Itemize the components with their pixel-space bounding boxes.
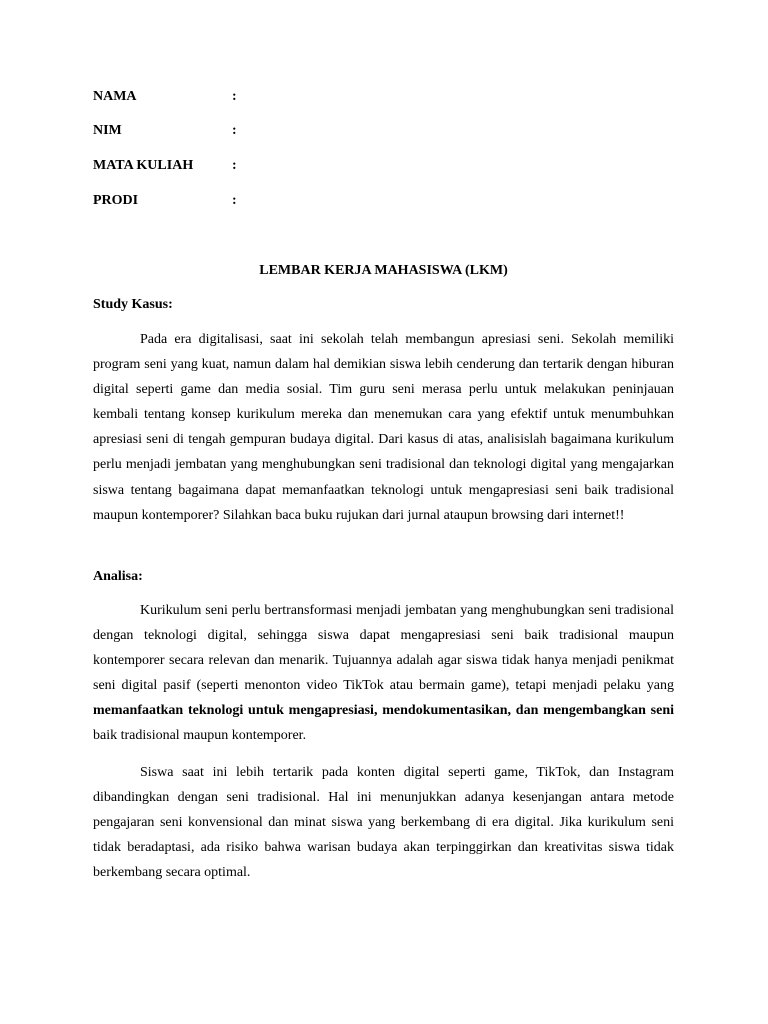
study-case-heading: Study Kasus: — [93, 297, 173, 312]
study-case-paragraph: Pada era digitalisasi, saat ini sekolah telah membangun apresiasi seni. Sekolah memiliki program seni yang kuat, namun dalam hal demikian siswa lebih cenderung dan tertarik dengan hiburan digital seperti game dan media sosial. Tim guru seni merasa perlu untuk melakukan peninjauan kembali tentang konsep kurikulum mereka dan menemukan cara yang efektif untuk menumbuhkan apresiasi seni di tengah gempuran budaya digital. Dari kasus di atas, analisislah bagaimana kurikulum perlu menjadi jembatan yang menghubungkan seni tradisional dan teknologi digital yang mengajarkan siswa tentang bagaimana dapat memanfaatkan teknologi untuk mengapresiasi seni baik tradisional maupun kontemporer? Silahkan baca buku rujukan dari jurnal ataupun browsing dari internet!! — [93, 332, 674, 523]
identity-colon: : — [232, 123, 237, 138]
analysis-heading: Analisa: — [93, 569, 143, 584]
identity-label-nim: NIM — [93, 123, 122, 138]
identity-colon: : — [232, 158, 237, 173]
analysis-paragraph-2: Siswa saat ini lebih tertarik pada konten digital seperti game, TikTok, dan Instagram dibandingkan dengan seni tradisional. Hal ini menunjukkan adanya kesenjangan antara metode pengajaran seni konvensional dan minat siswa yang berkembang di era digital. Jika kurikulum seni tidak beradaptasi, ada risiko bahwa warisan budaya akan terpinggirkan dan kreativitas siswa tidak berkembang secara optimal. — [93, 765, 674, 881]
analysis-paragraph-1 — [93, 598, 674, 749]
analysis-paragraph-1-text-start: Kurikulum seni perlu bertransformasi menjadi jembatan yang menghubungkan seni tradisional dengan teknologi digital, sehingga siswa dapat mengapresiasi seni baik tradisional maupun kontemporer secara relevan dan menarik. Tujuannya adalah agar siswa tidak hanya menjadi penikmat seni digital pasif (seperti menonton video TikTok atau bermain game), tetapi menjadi pelaku yang — [93, 603, 674, 694]
identity-label-prodi: PRODI — [93, 193, 139, 208]
document-page — [93, 0, 674, 1024]
document-title: LEMBAR KERJA MAHASISWA (LKM) — [259, 263, 508, 278]
identity-label-mata-kuliah: MATA KULIAH — [93, 158, 194, 173]
analysis-paragraph-1-text-end: baik tradisional maupun kontemporer. — [93, 728, 307, 744]
analysis-paragraph-1-emphasis: memanfaatkan teknologi untuk mengapresiasi, mendokumentasikan, dan mengembangkan seni — [93, 703, 674, 719]
identity-colon: : — [232, 89, 237, 104]
identity-label-nama: NAMA — [93, 89, 137, 104]
identity-colon: : — [232, 193, 237, 208]
